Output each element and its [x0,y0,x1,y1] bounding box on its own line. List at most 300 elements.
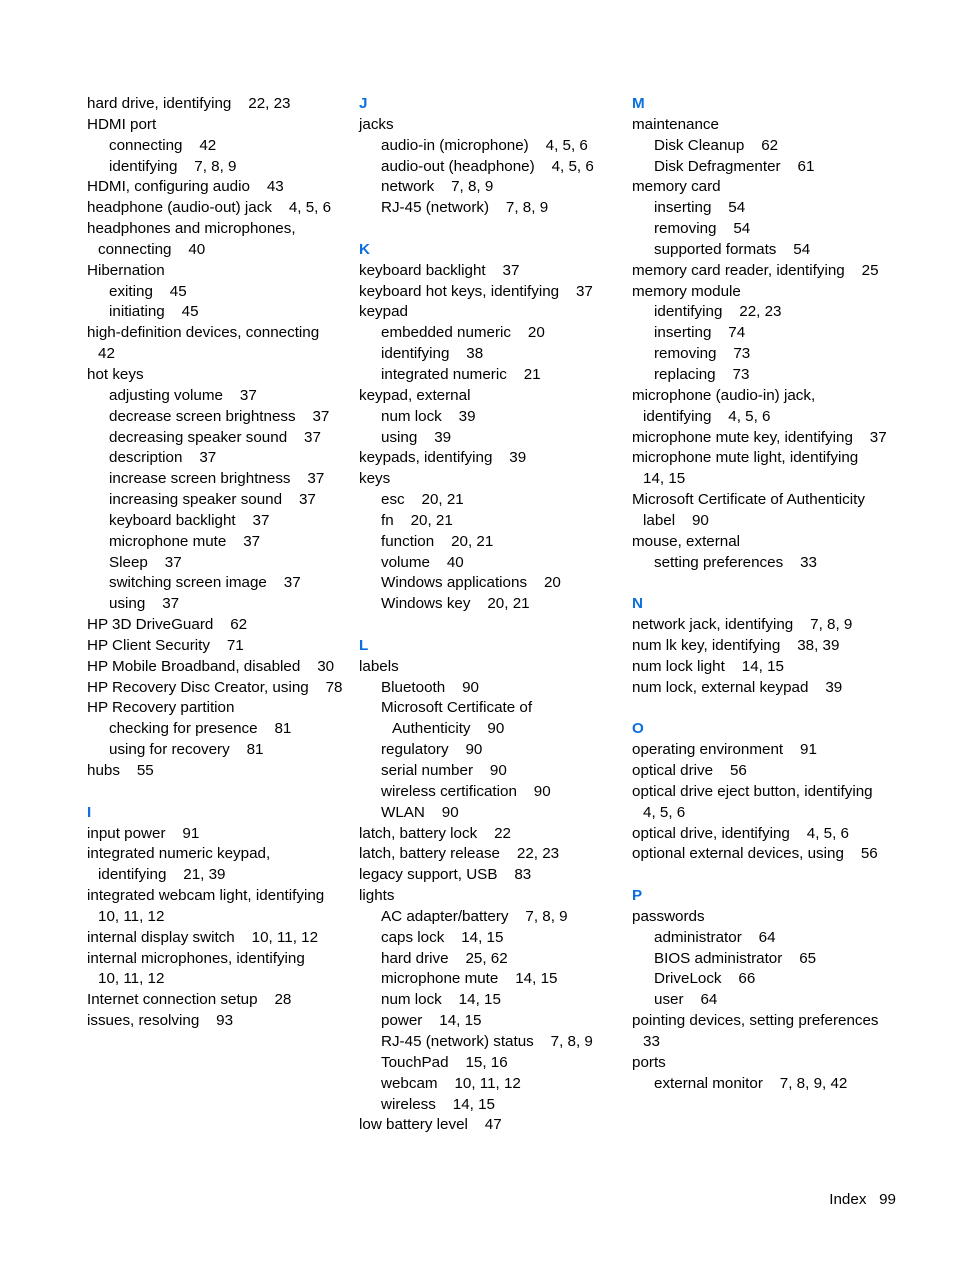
section-letter: O [632,720,644,738]
index-entry [632,282,894,303]
entry-term: memory card [632,178,721,196]
entry-term: keys [359,470,391,488]
index-column-3 [632,94,894,1095]
entry-term: fn [381,511,394,529]
entry-term: BIOS administrator [654,949,783,967]
entry-term: checking for presence [109,720,258,738]
index-subentry [359,407,621,428]
index-subentry [87,302,349,323]
index-subentry [632,344,894,365]
entry-pages: 42 [98,345,115,363]
entry-term: latch, battery release [359,845,500,863]
entry-pages: 90 [533,782,551,800]
entry-pages: 81 [274,720,292,738]
index-subentry [632,949,894,970]
entry-pages: 20 [527,324,545,342]
index-subentry [359,803,621,824]
index-entry [359,657,621,678]
entry-pages: 56 [729,762,747,779]
entry-term: inserting [654,199,712,217]
entry-term: Disk Defragmenter [654,157,781,175]
entry-term: keypad, external [359,386,471,404]
entry-pages: 7, 8, 9 [525,907,568,925]
index-subentry [87,282,349,303]
index-column-1 [87,94,349,1032]
index-entry [632,532,894,553]
entry-term: num lock light [632,657,725,675]
entry-term: labels [359,657,399,675]
entry-pages: 62 [761,136,779,154]
entry-term: identifying [654,303,723,321]
entry-term: num lock, external keypad [632,678,809,696]
entry-pages: 7, 8, 9, 42 [779,1074,848,1092]
entry-term: Sleep [109,553,148,571]
entry-term: webcam [381,1074,438,1092]
index-entry [87,949,349,991]
entry-term: high-definition devices, connecting [87,324,320,342]
section-gap [359,219,621,240]
entry-term: HP Mobile Broadband, disabled [87,657,301,675]
page-footer [829,1190,896,1210]
page-number: 99 [879,1191,896,1208]
index-entry [632,824,894,845]
index-entry [632,678,894,699]
index-subentry [632,553,894,574]
index-subentry [87,594,349,615]
index-subentry [87,407,349,428]
entry-pages: 90 [465,741,483,759]
entry-term: supported formats [654,240,777,258]
entry-pages: 30 [317,657,335,675]
index-subentry [359,969,621,990]
index-subentry [359,573,621,594]
index-entry [87,990,349,1011]
entry-term: hard drive [381,949,449,967]
section-letter: K [359,240,370,258]
entry-pages: 54 [793,240,811,258]
entry-term: setting preferences [654,553,784,571]
index-subentry [359,490,621,511]
entry-pages: 20, 21 [421,491,464,509]
index-subentry [87,719,349,740]
index-entry [632,907,894,928]
index-entry [87,678,349,699]
entry-pages: 90 [441,803,459,821]
index-subentry [359,532,621,553]
entry-term: microphone mute light, identifying [632,449,859,467]
entry-pages: 37 [312,407,330,425]
index-entry [87,115,349,136]
entry-pages: 10, 11, 12 [98,907,165,925]
entry-pages: 40 [446,553,464,571]
entry-pages: 10, 11, 12 [251,928,319,946]
entry-term: keypad [359,303,408,321]
index-entry [632,490,894,532]
entry-term: passwords [632,907,705,925]
index-subentry [359,928,621,949]
entry-pages: 4, 5, 6 [643,803,686,821]
entry-term: operating environment [632,741,784,759]
index-subentry [87,136,349,157]
entry-term: using for recovery [109,741,230,759]
entry-term: caps lock [381,928,445,946]
entry-pages: 21, 39 [183,866,226,884]
entry-term: hot keys [87,365,144,383]
entry-term: optical drive, identifying [632,824,790,842]
entry-term: removing [654,220,717,238]
entry-term: microphone mute [381,970,499,988]
index-subentry [87,511,349,532]
entry-term: adjusting volume [109,386,223,404]
entry-term: Windows key [381,595,471,613]
index-entry [632,761,894,782]
section-letter: M [632,95,645,112]
entry-term: Internet connection setup [87,991,258,1009]
entry-pages: 33 [800,553,817,571]
index-entry [87,761,349,782]
entry-pages: 38 [466,345,484,363]
index-subentry [87,553,349,574]
entry-pages: 83 [514,866,532,884]
entry-pages: 14, 15 [643,470,686,488]
entry-term: microphone mute key, identifying [632,428,853,446]
entry-term: ports [632,1053,666,1071]
entry-pages: 56 [860,845,878,863]
index-entry [632,657,894,678]
index-subentry [359,198,621,219]
entry-pages: 14, 15 [461,928,504,946]
entry-term: HP Recovery partition [87,699,235,717]
entry-pages: 55 [136,762,154,779]
section-gap [632,865,894,886]
section-letter: P [632,887,643,905]
entry-term: user [654,991,684,1009]
entry-pages: 37 [252,511,270,529]
entry-pages: 90 [691,511,709,529]
entry-term: TouchPad [381,1053,449,1071]
entry-pages: 7, 8, 9 [194,157,237,175]
entry-pages: 4, 5, 6 [806,824,849,842]
index-entry [359,824,621,845]
entry-term: optical drive eject button, identifying [632,782,873,800]
index-entry [359,844,621,865]
entry-term: connecting [109,136,183,154]
section-gap [359,615,621,636]
entry-term: keyboard hot keys, identifying [359,282,560,300]
index-entry [87,824,349,845]
index-entry [359,302,621,323]
entry-term: description [109,449,183,467]
section-letter: N [632,595,643,613]
section-gap [632,573,894,594]
entry-term: decrease screen brightness [109,407,296,425]
index-subentry [87,573,349,594]
entry-term: increase screen brightness [109,470,291,488]
entry-term: RJ-45 (network) [381,199,490,217]
index-entry [632,1053,894,1074]
entry-term: integrated numeric keypad, identifying [87,845,271,884]
index-entry [359,448,621,469]
index-entry [359,1115,621,1136]
entry-pages: 37 [283,574,301,592]
entry-term: Microsoft Certificate of Authenticity label [632,491,865,529]
index-entry [359,865,621,886]
entry-term: num lock [381,407,442,425]
index-entry [87,177,349,198]
entry-pages: 10, 11, 12 [98,970,165,988]
entry-pages: 54 [733,220,751,238]
entry-pages: 37 [307,470,325,488]
entry-pages: 74 [728,324,746,342]
entry-pages: 39 [509,449,527,467]
entry-pages: 7, 8, 9 [550,1032,593,1050]
entry-pages: 39 [825,678,843,696]
index-subentry [87,386,349,407]
index-entry [87,844,349,886]
entry-pages: 91 [800,741,817,759]
entry-term: lights [359,887,395,905]
entry-term: Bluetooth [381,678,446,696]
entry-term: optional external devices, using [632,845,844,863]
entry-pages: 28 [274,991,292,1009]
entry-term: microphone mute [109,532,227,550]
section-letter: J [359,95,368,112]
entry-term: using [381,428,418,446]
index-entry [359,386,621,407]
entry-term: pointing devices, setting preferences [632,1012,879,1030]
entry-term: mouse, external [632,532,741,550]
entry-term: esc [381,491,405,509]
entry-term: legacy support, USB [359,866,498,884]
index-subentry [359,678,621,699]
entry-pages: 14, 15 [741,657,784,675]
index-entry [87,323,349,365]
index-subentry [359,136,621,157]
entry-pages: 25, 62 [465,949,508,967]
index-subentry [632,365,894,386]
entry-pages: 10, 11, 12 [454,1074,521,1092]
entry-pages: 45 [181,303,199,321]
entry-term: hard drive, identifying [87,95,232,112]
section-gap [87,782,349,803]
entry-term: using [109,595,146,613]
section-letter: L [359,636,369,654]
index-entry [632,386,894,428]
entry-pages: 81 [246,741,264,759]
entry-term: wireless [381,1095,436,1113]
entry-pages: 37 [164,553,182,571]
entry-term: microphone (audio-in) jack, identifying [632,386,816,425]
entry-pages: 90 [462,678,479,696]
entry-term: identifying [381,345,450,363]
entry-term: integrated webcam light, identifying [87,887,325,905]
entry-pages: 14, 15 [439,1012,482,1030]
index-entry [632,448,894,490]
entry-term: Windows applications [381,574,528,592]
entry-term: keyboard backlight [109,511,236,529]
entry-term: internal display switch [87,928,235,946]
entry-term: HDMI, configuring audio [87,178,250,196]
entry-term: identifying [109,157,178,175]
entry-term: WLAN [381,803,425,821]
index-subentry [359,344,621,365]
entry-term: RJ-45 (network) status [381,1032,534,1050]
entry-pages: 22, 23 [248,95,291,112]
entry-term: integrated numeric [381,365,507,383]
index-entry [632,115,894,136]
entry-pages: 54 [728,199,746,217]
entry-term: num lock [381,991,442,1009]
entry-pages: 90 [489,762,507,779]
entry-term: hubs [87,762,120,779]
entry-term: optical drive [632,762,714,779]
index-subentry [359,553,621,574]
index-subentry [632,157,894,178]
entry-term: issues, resolving [87,1012,200,1030]
index-entry [87,94,349,115]
index-subentry [359,1074,621,1095]
entry-pages: 65 [799,949,817,967]
entry-pages: 47 [484,1116,502,1134]
index-subentry [87,490,349,511]
entry-term: replacing [654,365,716,383]
entry-term: jacks [359,115,394,133]
entry-pages: 22 [494,824,511,842]
entry-term: memory card reader, identifying [632,261,845,279]
index-subentry [87,428,349,449]
index-entry [632,740,894,761]
index-entry [87,198,349,219]
entry-pages: 20, 21 [487,595,530,613]
entry-term: AC adapter/battery [381,907,509,925]
index-subentry [359,740,621,761]
entry-pages: 43 [266,178,284,196]
index-subentry [87,157,349,178]
index-entry [87,657,349,678]
index-subentry [632,240,894,261]
entry-pages: 39 [458,407,476,425]
entry-pages: 14, 15 [458,991,501,1009]
entry-pages: 7, 8, 9 [810,616,853,634]
entry-term: num lk key, identifying [632,636,781,654]
entry-pages: 4, 5, 6 [728,407,771,425]
index-subentry [359,949,621,970]
entry-pages: 37 [199,449,217,467]
entry-pages: 93 [216,1012,234,1030]
index-subentry [632,928,894,949]
entry-pages: 4, 5, 6 [545,136,588,154]
section-gap [632,698,894,719]
entry-term: HDMI port [87,115,157,133]
entry-term: maintenance [632,115,719,133]
entry-term: keyboard backlight [359,261,486,279]
entry-pages: 91 [182,824,200,842]
entry-pages: 64 [700,991,718,1009]
entry-pages: 37 [869,428,887,446]
entry-term: latch, battery lock [359,824,478,842]
index-subentry [359,428,621,449]
entry-term: low battery level [359,1116,468,1134]
entry-term: HP 3D DriveGuard [87,616,214,634]
index-subentry [87,448,349,469]
entry-term: audio-in (microphone) [381,136,529,154]
entry-pages: 37 [304,428,321,446]
index-entry [632,844,894,865]
entry-term: initiating [109,303,165,321]
entry-term: volume [381,553,430,571]
entry-term: inserting [654,324,712,342]
index-subentry [359,907,621,928]
index-column-2 [359,94,621,1136]
entry-term: embedded numeric [381,324,512,342]
index-subentry [359,990,621,1011]
index-entry [87,261,349,282]
entry-pages: 37 [239,386,257,404]
entry-pages: 66 [738,970,756,988]
entry-term: Disk Cleanup [654,136,745,154]
index-entry [87,219,349,261]
index-subentry [359,1011,621,1032]
index-subentry [359,1053,621,1074]
index-entry [632,636,894,657]
entry-pages: 38, 39 [797,636,840,654]
entry-pages: 20, 21 [451,532,494,550]
index-subentry [87,469,349,490]
entry-term: switching screen image [109,574,267,592]
entry-pages: 42 [199,136,217,154]
index-subentry [359,594,621,615]
entry-term: wireless certification [381,782,517,800]
index-subentry [359,698,621,740]
index-subentry [632,990,894,1011]
index-entry [359,115,621,136]
index-entry [632,1011,894,1053]
index-subentry [359,1095,621,1116]
index-entry [87,886,349,928]
entry-term: memory module [632,282,741,300]
index-subentry [87,740,349,761]
entry-term: Hibernation [87,261,165,279]
index-subentry [632,198,894,219]
entry-pages: 62 [230,616,248,634]
entry-term: Microsoft Certificate of Authenticity [381,699,533,738]
entry-pages: 73 [732,365,750,383]
index-entry [359,282,621,303]
entry-pages: 73 [733,345,751,363]
entry-pages: 37 [298,491,316,509]
entry-term: keypads, identifying [359,449,493,467]
entry-pages: 37 [162,595,180,613]
index-entry [359,886,621,907]
index-subentry [359,177,621,198]
index-subentry [359,157,621,178]
entry-pages: 22, 23 [739,303,782,321]
index-subentry [632,1074,894,1095]
entry-pages: 37 [502,261,520,279]
entry-term: increasing speaker sound [109,491,283,509]
entry-term: HP Recovery Disc Creator, using [87,678,309,696]
index-entry [87,928,349,949]
footer-label: Index [829,1191,867,1208]
entry-term: regulatory [381,741,449,759]
entry-term: network [381,178,435,196]
entry-term: power [381,1012,423,1030]
entry-pages: 20, 21 [410,511,453,529]
entry-term: audio-out (headphone) [381,157,535,175]
entry-pages: 15, 16 [465,1053,508,1071]
entry-pages: 64 [758,928,776,946]
entry-pages: 78 [325,678,343,696]
